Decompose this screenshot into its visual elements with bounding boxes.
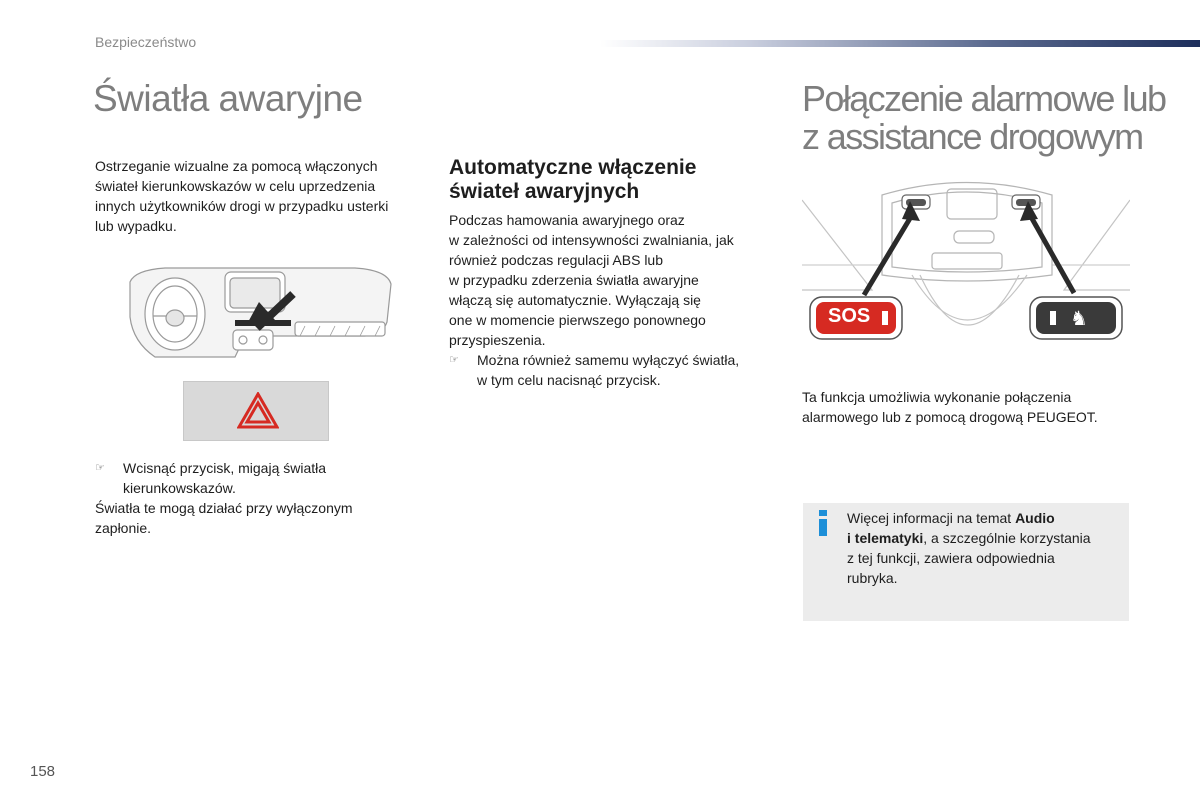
text-line: w przypadku zderzenia światła awaryjne — [449, 272, 699, 288]
text-line: Podczas hamowania awaryjnego oraz — [449, 212, 685, 228]
sos-button-label: SOS — [828, 305, 871, 327]
info-link-telematics: i telematyki — [847, 530, 924, 546]
function-description — [802, 387, 1142, 427]
hazard-warning-triangle-icon — [237, 392, 279, 430]
title-line: Połączenie alarmowe lub — [802, 78, 1166, 119]
text-line: one w momencie pierwszego ponownego — [449, 312, 706, 328]
text-line: świateł kierunkowskazów w celu uprzedzenia — [95, 178, 376, 194]
auto-activation-paragraph — [449, 210, 779, 350]
bullet-arrow-icon: ☞ — [95, 462, 105, 474]
text-line: przyspieszenia. — [449, 332, 546, 348]
text-line: Światła te mogą działać przy wyłączonym — [95, 500, 353, 516]
info-text-suffix: , a szczególnie korzystania — [923, 530, 1091, 546]
text-line: włączą się automatycznie. Wyłączają się — [449, 292, 701, 308]
info-line — [847, 508, 1127, 528]
text-line: zapłonie. — [95, 520, 152, 536]
text-line: Ostrzeganie wizualne za pomocą włączonych — [95, 158, 378, 174]
intro-paragraph — [95, 156, 425, 236]
info-line — [847, 528, 1127, 548]
text-line: w tym celu nacisnąć przycisk. — [477, 372, 661, 388]
dashboard-illustration — [125, 262, 395, 362]
text-line: alarmowego lub z pomocą drogową PEUGEOT. — [802, 409, 1098, 425]
title-line: z assistance drogowym — [802, 116, 1143, 157]
text-line: innych użytkowników drogi w przypadku usterki — [95, 198, 389, 214]
press-button-bullet — [93, 458, 423, 498]
info-link-audio: Audio — [1015, 510, 1055, 526]
text-line: w zależności od intensywności zwalniania, jak — [449, 232, 734, 248]
header-gradient-bar — [600, 40, 1200, 47]
manual-off-bullet — [447, 350, 787, 390]
peugeot-lion-icon: ♞ — [1070, 306, 1088, 330]
text-line: lub wypadku. — [95, 218, 177, 234]
info-box — [803, 503, 1129, 621]
page-title-emergency-call — [802, 80, 1182, 156]
bullet-text — [477, 350, 739, 390]
text-line: kierunkowskazów. — [123, 480, 236, 496]
info-icon — [817, 510, 829, 536]
text-line: Można również samemu wyłączyć światła, — [477, 352, 740, 368]
section-label: Bezpieczeństwo — [95, 34, 197, 50]
heading-line: Automatyczne włączenie — [449, 156, 697, 179]
auto-activation-heading — [449, 156, 779, 204]
bullet-text — [123, 458, 326, 498]
text-line: Wcisnąć przycisk, migają światła — [123, 460, 327, 476]
info-text-prefix: Więcej informacji na temat — [847, 510, 1016, 526]
info-line: z tej funkcji, zawiera odpowiednia — [847, 550, 1055, 566]
bullet-arrow-icon: ☞ — [449, 354, 459, 366]
ignition-note — [95, 498, 425, 538]
hazard-button-panel — [183, 381, 329, 441]
overhead-console-illustration — [802, 175, 1130, 375]
text-line: Ta funkcja umożliwia wykonanie połączenia — [802, 389, 1072, 405]
page-title-hazard-lights: Światła awaryjne — [93, 78, 363, 119]
info-text — [847, 508, 1127, 588]
heading-line: świateł awaryjnych — [449, 180, 640, 203]
page-number: 158 — [30, 763, 56, 780]
text-line: również podczas regulacji ABS lub — [449, 252, 664, 268]
info-line: rubryka. — [847, 570, 898, 586]
